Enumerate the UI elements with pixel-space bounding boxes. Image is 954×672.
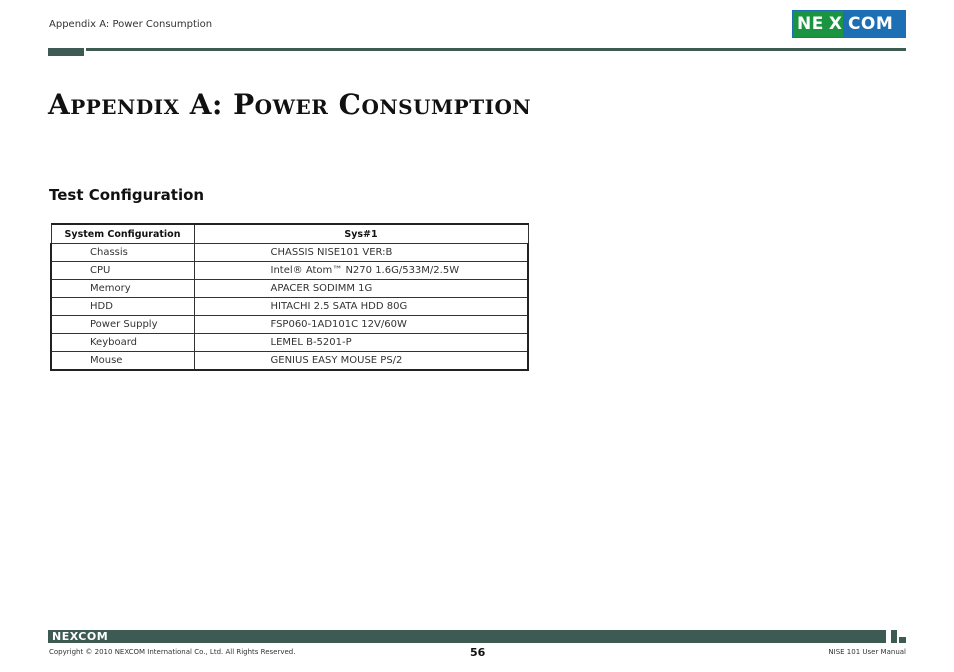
table-row xyxy=(51,244,528,262)
table-header-system-configuration: System Configuration xyxy=(51,224,194,244)
header-rule-line xyxy=(86,48,906,51)
section-heading: Test Configuration xyxy=(49,186,205,204)
table-row xyxy=(51,316,528,334)
logo-part-ne: NE xyxy=(793,11,828,37)
table-row xyxy=(51,298,528,316)
footer-squares-icon xyxy=(891,630,907,644)
table-cell-value: Intel® Atom™ N270 1.6G/533M/2.5W xyxy=(194,262,528,280)
table-cell-item: HDD xyxy=(51,298,194,316)
header-rule-block xyxy=(48,48,84,56)
logo-part-com: COM xyxy=(843,11,905,37)
test-configuration-table xyxy=(50,223,529,371)
table-row xyxy=(51,280,528,298)
footer-nexcom-logo: NEXCOM xyxy=(52,630,109,643)
table-cell-item: Memory xyxy=(51,280,194,298)
table-cell-value: HITACHI 2.5 SATA HDD 80G xyxy=(194,298,528,316)
footer-manual-name: NISE 101 User Manual xyxy=(828,648,906,656)
table-row xyxy=(51,262,528,280)
table-cell-value: LEMEL B-5201-P xyxy=(194,334,528,352)
table-cell-value: APACER SODIMM 1G xyxy=(194,280,528,298)
table-cell-value: FSP060-1AD101C 12V/60W xyxy=(194,316,528,334)
table-header-sys1: Sys#1 xyxy=(194,224,528,244)
table-cell-item: Chassis xyxy=(51,244,194,262)
footer-bar xyxy=(48,630,886,643)
nexcom-logo xyxy=(792,10,906,38)
table-cell-item: Keyboard xyxy=(51,334,194,352)
table-header-row xyxy=(51,224,528,244)
running-header-title: Appendix A: Power Consumption xyxy=(49,19,213,30)
table-row xyxy=(51,334,528,352)
table-cell-item: Power Supply xyxy=(51,316,194,334)
footer-copyright: Copyright © 2010 NEXCOM International Co., Ltd. All Rights Reserved. xyxy=(49,648,296,656)
table-cell-value: GENIUS EASY MOUSE PS/2 xyxy=(194,352,528,371)
table-cell-item: CPU xyxy=(51,262,194,280)
logo-part-x: X xyxy=(828,11,843,37)
table-cell-item: Mouse xyxy=(51,352,194,371)
table-cell-value: CHASSIS NISE101 VER:B xyxy=(194,244,528,262)
chapter-title: Appendix A: Power Consumption xyxy=(48,88,532,121)
page-number: 56 xyxy=(470,646,486,659)
table-row xyxy=(51,352,528,371)
